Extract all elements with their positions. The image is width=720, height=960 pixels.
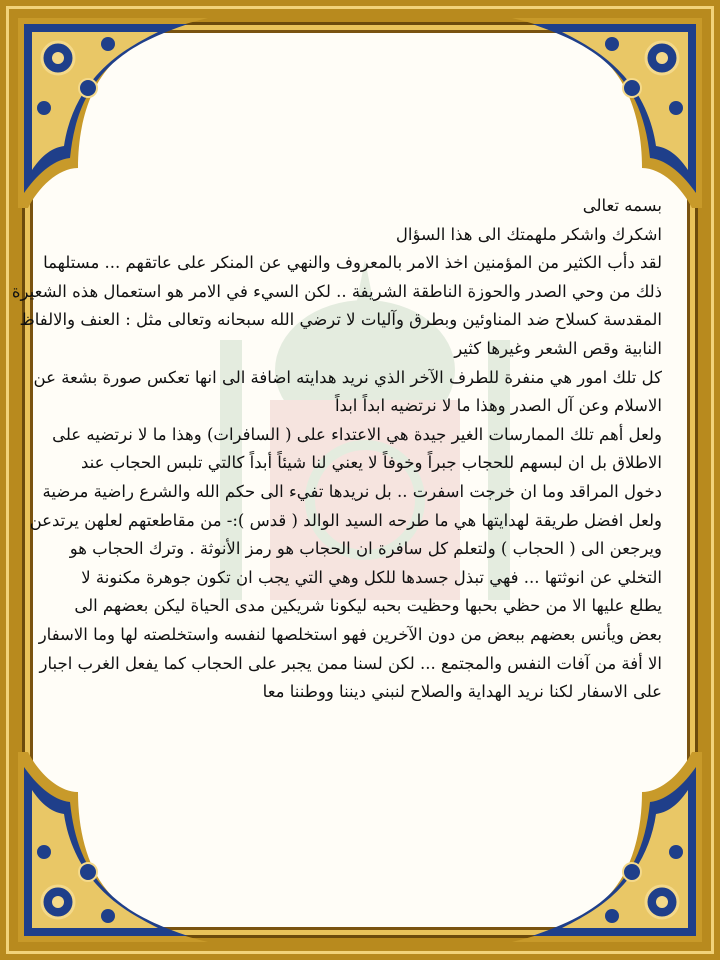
letter-line: المقدسة كسلاح ضد المناوئين وبطرق وآليات لا ترضي الله سبحانه وتعالى مثل : العنف والالفاظ [19, 310, 662, 330]
letter-body [11, 192, 662, 707]
letter-line: الا أفة من آفات النفس والمجتمع ... لكن لسنا ممن يجبر على الحجاب كما يفعل الغرب اجبار [39, 653, 662, 673]
corner-ornament-bottom-right [512, 752, 702, 942]
corner-ornament-top-left [18, 18, 208, 208]
letter-line: النابية وقص الشعر وغيرها كثير [454, 338, 662, 358]
letter-line: يطلع عليها الا من حظي بحبها وحظيت بحبه ليكونا شريكين مدى الحياة ليكن بعضهم الى [74, 596, 662, 616]
corner-ornament-bottom-left [18, 752, 208, 942]
letter-line: اشكرك واشكر ملهمتك الى هذا السؤال [395, 224, 662, 244]
letter-line: دخول المراقد وما ان خرجت اسفرت .. بل نريدها تفيء الى حكم الله والشرع راضية مرضية [42, 481, 662, 501]
letter-line: كل تلك امور هي منفرة للطرف الآخر الذي نريد هدايته اضافة الى انها تعكس صورة بشعة عن [33, 367, 662, 387]
letter-line: ولعل افضل طريقة لهدايتها هي ما طرحه السيد الوالد ( قدس ):- من مقاطعتهم لعلهن يرتدعن [29, 510, 662, 530]
letter-line: بسمه تعالى [582, 196, 662, 215]
letter-line: الاطلاق بل ان لبسهم للحجاب جبراً وخوفاً لا يعني لنا شيئاً أبداً كالتي تلبس الحجاب عند [80, 453, 662, 473]
letter-line: بعض ويأنس بعضهم ببعض من دون الآخرين فهو استخلصها لنفسه واستخلصته لها وما الاسفار [38, 624, 662, 644]
letter-line: لقد دأب الكثير من المؤمنين اخذ الامر بالمعروف والنهي عن المنكر على عاتقهم ... مستلهما [43, 253, 662, 273]
letter-line: على الاسفار لكنا نريد الهداية والصلاح لنبني ديننا ووطننا معا [262, 682, 662, 702]
letter-line: التخلي عن انوثتها ... فهي تبذل جسدها للكل وهي التي يجب ان تكون جوهرة مكنونة لا [81, 567, 662, 587]
corner-ornament-top-right [512, 18, 702, 208]
letter-line: ذلك من وحي الصدر والحوزة الناطقة الشريفة .. لكن السيء في الامر هو استعمال هذه الشعيرة [11, 281, 662, 301]
letter-line: الاسلام وعن آل الصدر وهذا ما لا نرتضيه ابداً ابداً [334, 396, 662, 416]
letter-line: ولعل أهم تلك الممارسات الغير جيدة هي الاعتداء على ( السافرات) وهذا ما لا نرتضيه على [52, 424, 662, 444]
letter-line: ويرجعن الى ( الحجاب ) ولتعلم كل سافرة ان الحجاب هو رمز الأنوثة . وترك الحجاب هو [69, 539, 662, 559]
